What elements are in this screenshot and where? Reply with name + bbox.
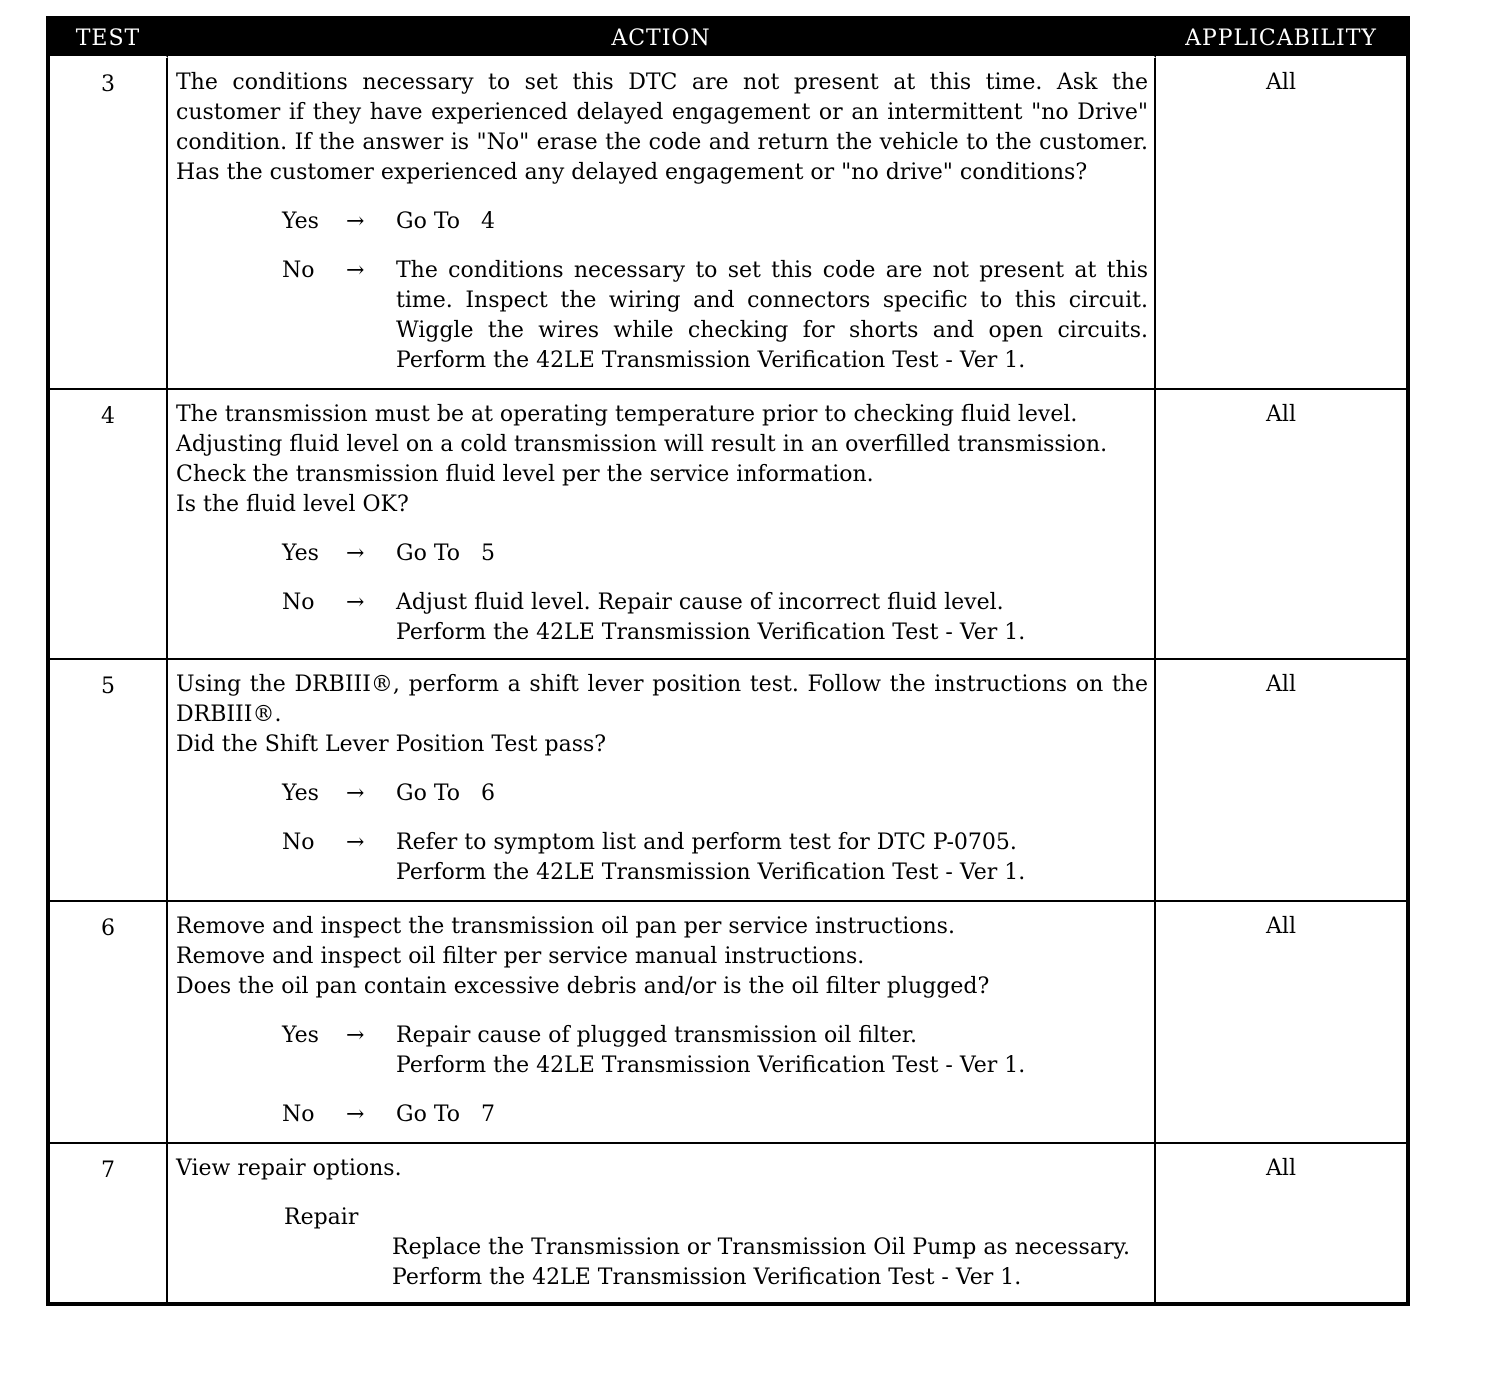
action-text: View repair options. xyxy=(176,1156,402,1181)
yes-result: Go To 4 xyxy=(396,209,495,234)
action-text-line: Using the DRBIII®, perform a shift lever position test. Follow the instructions on the DRBIII®. xyxy=(176,672,1148,727)
yes-label: Yes xyxy=(282,541,319,566)
header-applicability: APPLICABILITY xyxy=(1156,20,1406,58)
no-result-line: Refer to symptom list and perform test for DTC P-0705. xyxy=(396,830,1017,855)
applicability-value: All xyxy=(1156,58,1406,390)
action-text-line: Check the transmission fluid level per the service information. xyxy=(176,462,874,487)
yes-label: Yes xyxy=(282,781,319,806)
applicability-value: All xyxy=(1156,390,1406,660)
yes-branch xyxy=(176,539,1148,569)
yes-result xyxy=(396,1021,1148,1081)
no-result: Go To 7 xyxy=(396,1102,495,1127)
action-text: The conditions necessary to set this DTC are not present at this time. Ask the customer if they have experienced delayed engagement or an intermittent "no Drive" condition. If the answer is "No" erase the code and return the vehicle to the customer. Has the customer experienced any delayed engagement or "no drive" conditions? xyxy=(176,70,1148,185)
no-label: No xyxy=(282,590,315,615)
yes-branch xyxy=(176,207,1148,237)
action-text-line: Did the Shift Lever Position Test pass? xyxy=(176,732,607,757)
arrow-icon: → xyxy=(346,1102,365,1127)
arrow-icon: → xyxy=(346,590,365,615)
header-test: TEST xyxy=(50,20,168,58)
no-label: No xyxy=(282,1102,315,1127)
test-number: 6 xyxy=(50,902,168,1144)
repair-line: Perform the 42LE Transmission Verification Test - Ver 1. xyxy=(392,1265,1022,1290)
arrow-icon: → xyxy=(346,830,365,855)
arrow-icon: → xyxy=(346,781,365,806)
no-branch xyxy=(176,1100,1148,1130)
arrow-icon: → xyxy=(346,258,365,283)
yes-result-line: Perform the 42LE Transmission Verification Test - Ver 1. xyxy=(396,1053,1026,1078)
test-number: 4 xyxy=(50,390,168,660)
arrow-icon: → xyxy=(346,541,365,566)
yes-result: Go To 5 xyxy=(396,541,495,566)
action-text-line: The transmission must be at operating temperature prior to checking fluid level. xyxy=(176,402,1078,427)
no-label: No xyxy=(282,258,315,283)
test-number: 7 xyxy=(50,1144,168,1302)
action-text-line: Remove and inspect oil filter per service manual instructions. xyxy=(176,944,865,969)
yes-branch xyxy=(176,779,1148,809)
action-cell xyxy=(168,58,1156,390)
no-result xyxy=(396,828,1148,888)
action-text-line: Is the fluid level OK? xyxy=(176,492,409,517)
arrow-icon: → xyxy=(346,1023,365,1048)
action-cell xyxy=(168,390,1156,660)
no-result: The conditions necessary to set this code are not present at this time. Inspect the wiring and connectors specific to this circuit. Wiggle the wires while checking for shorts and open circuits. Perform the 42LE Transmission Verification Test - Ver 1. xyxy=(396,258,1148,373)
action-text-line: Does the oil pan contain excessive debris and/or is the oil filter plugged? xyxy=(176,974,990,999)
arrow-icon: → xyxy=(346,209,365,234)
action-cell xyxy=(168,660,1156,902)
no-branch xyxy=(176,256,1148,376)
no-result-line: Perform the 42LE Transmission Verification Test - Ver 1. xyxy=(396,620,1026,645)
action-cell xyxy=(168,902,1156,1144)
test-number: 3 xyxy=(50,58,168,390)
no-result xyxy=(396,588,1148,648)
no-label: No xyxy=(282,830,315,855)
no-result-line: Perform the 42LE Transmission Verification Test - Ver 1. xyxy=(396,860,1026,885)
applicability-value: All xyxy=(1266,1156,1296,1181)
no-branch xyxy=(176,828,1148,888)
yes-branch xyxy=(176,1021,1148,1081)
repair-option xyxy=(176,1233,1148,1293)
yes-result: Go To 6 xyxy=(396,781,495,806)
repair-line: Replace the Transmission or Transmission Oil Pump as necessary. xyxy=(392,1235,1130,1260)
no-branch xyxy=(176,588,1148,648)
header-action: ACTION xyxy=(168,20,1156,58)
action-cell xyxy=(168,1144,1156,1302)
repair-label: Repair xyxy=(284,1205,359,1230)
applicability-value: All xyxy=(1156,902,1406,1144)
applicability-value: All xyxy=(1156,660,1406,902)
yes-label: Yes xyxy=(282,1023,319,1048)
test-number: 5 xyxy=(50,660,168,902)
diagnostic-table xyxy=(46,16,1410,1306)
action-text-line: Remove and inspect the transmission oil pan per service instructions. xyxy=(176,914,955,939)
action-text-line: Adjusting fluid level on a cold transmission will result in an overfilled transmission. xyxy=(176,432,1108,457)
yes-label: Yes xyxy=(282,209,319,234)
no-result-line: Adjust fluid level. Repair cause of incorrect fluid level. xyxy=(396,590,1004,615)
yes-result-line: Repair cause of plugged transmission oil filter. xyxy=(396,1023,917,1048)
